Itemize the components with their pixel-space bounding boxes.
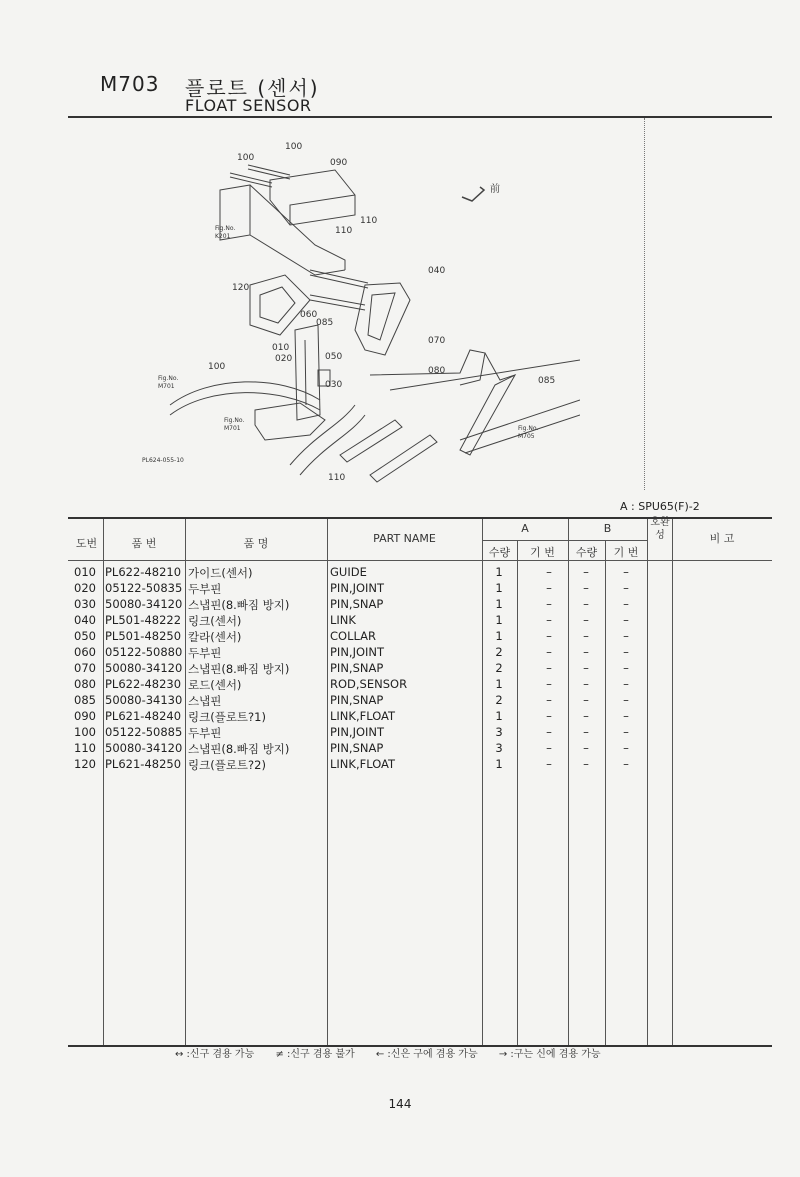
table-cell: –: [583, 725, 589, 739]
table-cell: PIN,SNAP: [330, 661, 384, 675]
table-cell: 1: [495, 757, 503, 771]
table-cell: 040: [74, 613, 96, 627]
table-cell: –: [583, 629, 589, 643]
table-cell: –: [623, 613, 629, 627]
callout-label: 100: [237, 153, 255, 163]
table-cell: LINK,FLOAT: [330, 757, 396, 771]
table-subheader-rule: [482, 540, 647, 541]
table-cell: PL501-48222: [105, 613, 182, 627]
callout-label: 040: [428, 266, 446, 276]
table-cell: –: [623, 725, 629, 739]
page-code: M703: [100, 72, 160, 96]
col-divider: [482, 519, 483, 1045]
legend-both: ↔ :신구 겸용 가능: [175, 1049, 255, 1060]
table-cell: 스냅핀: [188, 694, 222, 708]
table-cell: –: [546, 693, 552, 707]
header-group-b: B: [603, 522, 612, 535]
table-cell: 3: [495, 741, 503, 755]
table-cell: –: [623, 709, 629, 723]
table-cell: –: [583, 757, 589, 771]
drawing-code: PL624-055-10: [142, 457, 184, 464]
table-cell: 1: [495, 709, 503, 723]
table-cell: 110: [74, 741, 96, 755]
callout-label: 100: [285, 142, 303, 152]
table-cell: –: [546, 581, 552, 595]
table-cell: –: [623, 645, 629, 659]
table-cell: 50080-34130: [105, 693, 183, 707]
table-cell: –: [546, 629, 552, 643]
header-rule: [68, 116, 772, 118]
header-no: 도번: [75, 537, 98, 550]
table-cell: –: [583, 693, 589, 707]
table-cell: –: [623, 741, 629, 755]
table-cell: –: [583, 581, 589, 595]
table-cell: 링크(플로트?1): [188, 710, 266, 724]
page-title-english: FLOAT SENSOR: [185, 96, 312, 115]
table-cell: PIN,SNAP: [330, 597, 384, 611]
table-cell: 로드(센서): [188, 678, 242, 692]
model-note: A : SPU65(F)-2: [620, 500, 700, 513]
table-cell: ROD,SENSOR: [330, 677, 408, 691]
table-cell: 두부핀: [188, 646, 222, 660]
table-cell: 010: [74, 565, 96, 579]
table-cell: PL501-48250: [105, 629, 182, 643]
table-cell: PL622-48210: [105, 565, 182, 579]
table-cell: 50080-34120: [105, 597, 183, 611]
fig-ref-m701-b: Fig.No. M701: [224, 417, 245, 432]
callout-label: 030: [325, 380, 343, 390]
table-cell: –: [583, 741, 589, 755]
table-cell: 2: [495, 645, 503, 659]
col-divider: [647, 519, 648, 1045]
callout-label: 110: [335, 226, 353, 236]
table-cell: –: [583, 677, 589, 691]
legend-not: ≠ :신구 겸용 불가: [275, 1049, 355, 1060]
table-cell: LINK,FLOAT: [330, 709, 396, 723]
callout-label: 110: [360, 216, 378, 226]
table-cell: 링크(센서): [188, 614, 242, 628]
callout-label: 085: [316, 318, 334, 328]
table-cell: –: [583, 709, 589, 723]
header-group-a: A: [521, 522, 529, 535]
table-cell: 020: [74, 581, 96, 595]
callout-label: 100: [208, 362, 226, 372]
col-divider: [672, 519, 673, 1045]
table-cell: –: [546, 645, 552, 659]
page-title-korean: 플로트 (센서): [185, 76, 320, 100]
col-divider: [103, 519, 104, 1045]
header-remark: 비 고: [709, 532, 735, 545]
table-cell: 05122-50880: [105, 645, 183, 659]
table-cell: –: [583, 645, 589, 659]
table-cell: 090: [74, 709, 96, 723]
table-cell: 두부핀: [188, 726, 222, 740]
table-cell: –: [583, 661, 589, 675]
table-cell: –: [623, 677, 629, 691]
fig-ref-m705: Fig.No. M705: [518, 425, 539, 440]
header-part-no: 품 번: [131, 537, 157, 550]
table-cell: PIN,JOINT: [330, 725, 385, 739]
callout-label: 090: [330, 158, 348, 168]
table-cell: 05122-50835: [105, 581, 183, 595]
table-cell: 2: [495, 661, 503, 675]
table-cell: –: [623, 757, 629, 771]
table-cell: PL621-48250: [105, 757, 182, 771]
table-cell: 070: [74, 661, 96, 675]
table-cell: –: [623, 597, 629, 611]
table-cell: PIN,SNAP: [330, 741, 384, 755]
callout-label: 070: [428, 336, 446, 346]
fig-ref-k201: Fig.No. K201: [215, 225, 236, 240]
table-cell: COLLAR: [330, 629, 377, 643]
callout-label: 080: [428, 366, 446, 376]
table-cell: 스냅핀(8.빠짐 방지): [188, 662, 290, 676]
table-cell: –: [546, 565, 552, 579]
table-cell: 1: [495, 565, 503, 579]
col-divider: [327, 519, 328, 1045]
table-cell: 050: [74, 629, 96, 643]
table-cell: –: [546, 709, 552, 723]
table-cell: GUIDE: [330, 565, 367, 579]
table-cell: 1: [495, 597, 503, 611]
page-number: 144: [388, 1097, 412, 1111]
col-divider: [185, 519, 186, 1045]
table-cell: 두부핀: [188, 582, 222, 596]
table-cell: 1: [495, 677, 503, 691]
table-cell: –: [546, 677, 552, 691]
table-cell: –: [546, 741, 552, 755]
callout-label: 120: [232, 283, 250, 293]
fig-ref-m701-a: Fig.No. M701: [158, 375, 179, 390]
header-base-b: 기 번: [613, 546, 639, 559]
table-cell: 가이드(센서): [188, 566, 253, 580]
table-cell: 085: [74, 693, 96, 707]
callout-label: 020: [275, 354, 293, 364]
table-cell: 1: [495, 629, 503, 643]
table-cell: 1: [495, 581, 503, 595]
table-cell: –: [546, 757, 552, 771]
table-cell: 3: [495, 725, 503, 739]
table-cell: PIN,JOINT: [330, 645, 385, 659]
table-cell: PIN,JOINT: [330, 581, 385, 595]
header-base-a: 기 번: [530, 546, 555, 559]
front-direction-label: 前: [490, 184, 500, 195]
table-cell: –: [623, 629, 629, 643]
table-cell: 50080-34120: [105, 741, 183, 755]
table-cell: –: [623, 693, 629, 707]
table-cell: 링크(플로트?2): [188, 758, 266, 772]
callout-label: 060: [300, 310, 318, 320]
diagram-divider: [644, 118, 645, 490]
table-cell: 030: [74, 597, 96, 611]
legend-new-on-old: ← :신은 구에 겸용 가능: [375, 1049, 478, 1060]
exploded-parts-diagram: [140, 135, 580, 490]
table-cell: 1: [495, 613, 503, 627]
table-cell: –: [583, 613, 589, 627]
col-divider: [517, 541, 518, 1045]
table-cell: 05122-50885: [105, 725, 183, 739]
callout-label: 085: [538, 376, 556, 386]
table-cell: –: [583, 597, 589, 611]
table-cell: 칼라(센서): [188, 630, 242, 644]
table-cell: PL621-48240: [105, 709, 182, 723]
header-name-ko: 품 명: [243, 537, 269, 550]
table-cell: –: [546, 597, 552, 611]
table-cell: 스냅핀(8.빠짐 방지): [188, 598, 290, 612]
table-cell: –: [623, 581, 629, 595]
table-cell: PL622-48230: [105, 677, 182, 691]
table-cell: 080: [74, 677, 96, 691]
callout-label: 050: [325, 352, 343, 362]
table-cell: 100: [74, 725, 96, 739]
table-cell: –: [546, 725, 552, 739]
compatibility-legend: [175, 1045, 619, 1060]
legend-old-on-new: → :구는 신에 겸용 가능: [498, 1049, 601, 1060]
table-cell: LINK: [330, 613, 356, 627]
table-cell: 50080-34120: [105, 661, 183, 675]
table-cell: PIN,SNAP: [330, 693, 384, 707]
table-cell: –: [583, 565, 589, 579]
header-qty-a: 수량: [488, 546, 511, 559]
table-cell: 120: [74, 757, 96, 771]
table-cell: –: [546, 613, 552, 627]
callout-label: 110: [328, 473, 346, 483]
table-cell: –: [546, 661, 552, 675]
table-cell: –: [623, 565, 629, 579]
header-compat: 호환성: [650, 517, 670, 541]
table-header-rule: [68, 560, 772, 561]
header-part-name: PART NAME: [373, 532, 436, 545]
table-cell: 2: [495, 693, 503, 707]
table-cell: 스냅핀(8.빠짐 방지): [188, 742, 290, 756]
header-qty-b: 수량: [575, 546, 598, 559]
table-cell: 060: [74, 645, 96, 659]
table-cell: –: [623, 661, 629, 675]
callout-label: 010: [272, 343, 290, 353]
